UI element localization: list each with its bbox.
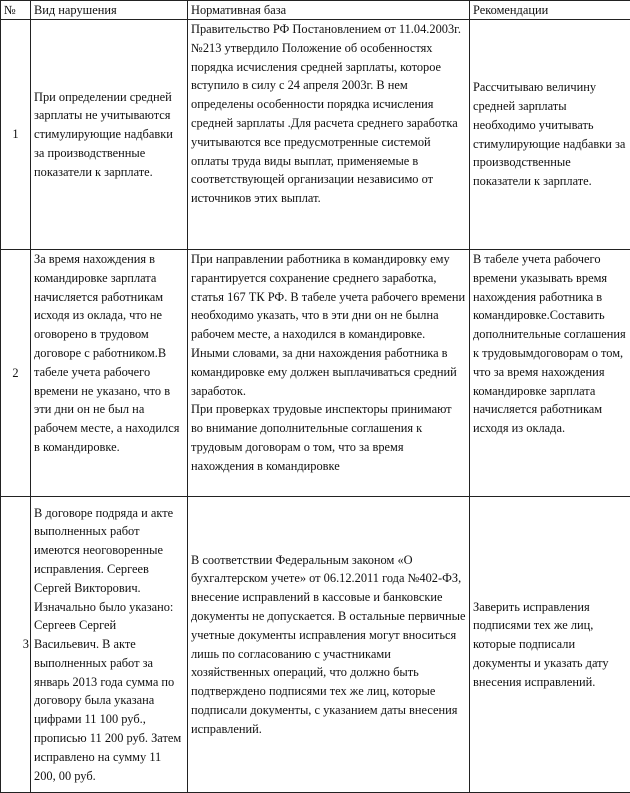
basis-paragraph: При направлении работника в командировку ему гарантируется сохранение среднего заработка, статья 167 ТК РФ. В табеле учета рабочего времени необходимо указать, что в эти дни он не былна рабочем месте, а находился в командировке. Иными словами, за дни нахождения работника в командировке ему должен выплачиваться средний заработок.: [191, 252, 466, 398]
basis-paragraph: В соответствии Федеральным законом «О бухгалтерском учете» от 06.12.2011 года №402-ФЗ, внесение исправлений в кассовые и банковские документы не допускается. В остальные первичные учетные документы исправления могут вноситься лишь по согласованию с участниками хозяйственных операций, что должно быть подтверждено подписями тех же лиц, которые подписали документы, с указанием даты внесения исправлений.: [191, 552, 466, 736]
row-number: 1: [1, 20, 31, 250]
recommendation-cell: Заверить исправления подписями тех же лиц, которые подписали документы и указать дату внесения исправлений.: [470, 497, 630, 793]
recommendation-cell: В табеле учета рабочего времени указывать время нахождения работника в командировке.Составить дополнительные соглашения к трудовымдоговорам о том, что за время нахождения командировке зарплата начисляется работникам исходя из оклада.: [470, 250, 630, 497]
table-row: [1, 20, 630, 250]
violation-cell: При определении средней зарплаты не учитываются стимулирующие надбавки за производственные показатели к зарплате.: [31, 20, 188, 250]
row-number: 2: [1, 250, 31, 497]
violation-cell: В договоре подряда и акте выполненных работ имеются неоговоренные исправления. Сергеев Сергей Викторович. Изначально было указано: Сергеев Сергей Васильевич. В акте выполненных работ за январь 2013 года сумма по договору была указана цифрами 11 100 руб., прописью 11 200 руб. Затем исправлено на сумму 11 200, 00 руб.: [31, 497, 188, 793]
header-regulatory-basis: Нормативная база: [188, 1, 470, 20]
table-row: [1, 497, 630, 793]
header-row: [1, 1, 630, 20]
basis-paragraph: При проверках трудовые инспекторы принимают во внимание дополнительные соглашения к трудовым договорам о том, что за время нахождения в командировке: [191, 402, 452, 473]
recommendation-cell: Рассчитываю величину средней зарплаты необходимо учитывать стимулирующие надбавки за производственные показатели к зарплате.: [470, 20, 630, 250]
violation-cell: За время нахождения в командировке зарплата начисляется работникам исходя из оклада, что не оговорено в трудовом договоре с работником.В табеле учета рабочего времени не указано, что в эти дни он не был на рабочем месте, а находился в командировке.: [31, 250, 188, 497]
header-violation-type: Вид нарушения: [31, 1, 188, 20]
header-number: №: [1, 1, 31, 20]
header-recommendations: Рекомендации: [470, 1, 630, 20]
basis-cell: [188, 497, 470, 793]
basis-cell: [188, 20, 470, 250]
basis-cell: [188, 250, 470, 497]
basis-paragraph: Правительство РФ Постановлением от 11.04.2003г. №213 утвердило Положение об особенностях порядка исчисления средней зарплаты, которое вступило в силу с 24 апреля 2003г. В нем определены особенности порядка исчисления средней зарплаты .Для расчета среднего заработка учитываются все предусмотренные системой оплаты труда виды выплат, применяемые в соответствующей организации независимо от источников этих выплат.: [191, 22, 461, 206]
row-number: 3: [1, 497, 31, 793]
table-row: [1, 250, 630, 497]
